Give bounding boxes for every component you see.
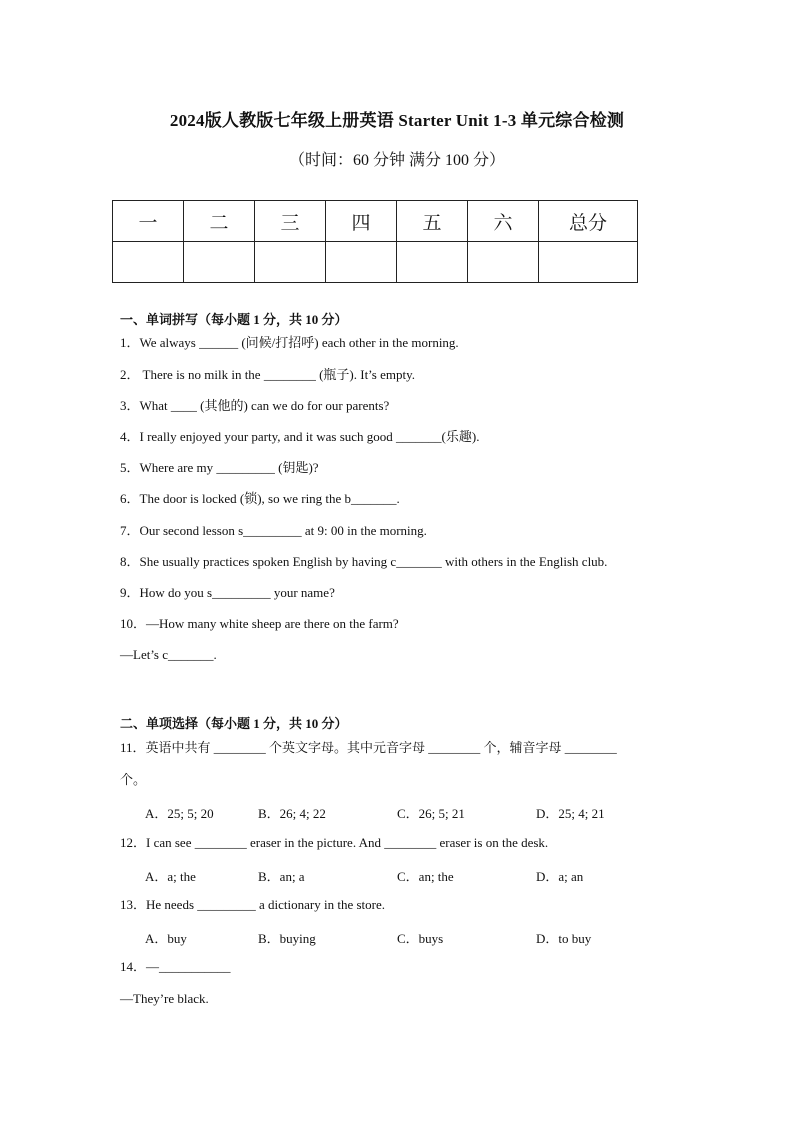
question-14: 14．—___________ [120,959,231,974]
score-header-2: 二 [184,201,255,242]
q12-option-b: B．an; a [258,869,305,884]
exam-subtitle: （时间：60 分钟 满分 100 分） [288,152,505,169]
section2-title: 二、单项选择（每小题 1 分，共 10 分） [120,716,348,731]
q13-option-c: C．buys [397,931,444,946]
question-10: 10．—How many white sheep are there on the farm? [120,616,399,631]
score-cell-4 [326,242,397,283]
score-cell-1 [113,242,184,283]
q13-option-b: B．buying [258,931,316,946]
score-cell-6 [468,242,539,283]
score-header-3: 三 [255,201,326,242]
exam-title: 2024版人教版七年级上册英语 Starter Unit 1-3 单元综合检测 [169,111,625,130]
question-3: 3．What ____ (其他的) can we do for our parents? [120,398,390,413]
q11-option-a: A．25; 5; 20 [145,806,214,821]
question-13: 13．He needs _________ a dictionary in the store. [120,897,385,912]
score-header-total: 总分 [539,201,638,242]
q13-option-a: A．buy [145,931,187,946]
score-table [112,200,638,283]
score-cell-3 [255,242,326,283]
question-2: 2． There is no milk in the ________ (瓶子). It’s empty. [120,367,415,382]
q13-option-d: D．to buy [536,931,592,946]
score-cell-total [539,242,638,283]
score-header-4: 四 [326,201,397,242]
score-header-5: 五 [397,201,468,242]
score-header-1: 一 [113,201,184,242]
q12-option-d: D．a; an [536,869,584,884]
q11-option-b: B．26; 4; 22 [258,806,326,821]
question-11-cont: 个。 [120,772,147,787]
question-7: 7．Our second lesson s_________ at 9: 00 in the morning. [120,523,427,538]
q12-option-c: C．an; the [397,869,454,884]
score-table-header-row [113,201,638,242]
q11-option-d: D．25; 4; 21 [536,806,605,821]
question-8: 8．She usually practices spoken English by having c_______ with others in the English club. [120,554,608,569]
question-4: 4．I really enjoyed your party, and it was such good _______(乐趣). [120,429,480,444]
score-cell-5 [397,242,468,283]
question-5: 5．Where are my _________ (钥匙)? [120,460,319,475]
score-cell-2 [184,242,255,283]
score-table-blank-row [113,242,638,283]
q11-option-c: C．26; 5; 21 [397,806,465,821]
question-10-answer: —Let’s c_______. [120,647,217,662]
q12-option-a: A．a; the [145,869,196,884]
question-6: 6．The door is locked (锁), so we ring the b_______. [120,491,400,506]
question-1: 1．We always ______ (问候/打招呼) each other in the morning. [120,335,459,350]
question-11: 11．英语中共有 ________ 个英文字母。其中元音字母 ________ 个，辅音字母 ________ [120,740,617,755]
score-header-6: 六 [468,201,539,242]
question-12: 12．I can see ________ eraser in the picture. And ________ eraser is on the desk. [120,835,549,850]
question-9: 9．How do you s_________ your name? [120,585,335,600]
question-14-answer: —They’re black. [120,991,209,1006]
section1-title: 一、单词拼写（每小题 1 分，共 10 分） [120,312,348,327]
